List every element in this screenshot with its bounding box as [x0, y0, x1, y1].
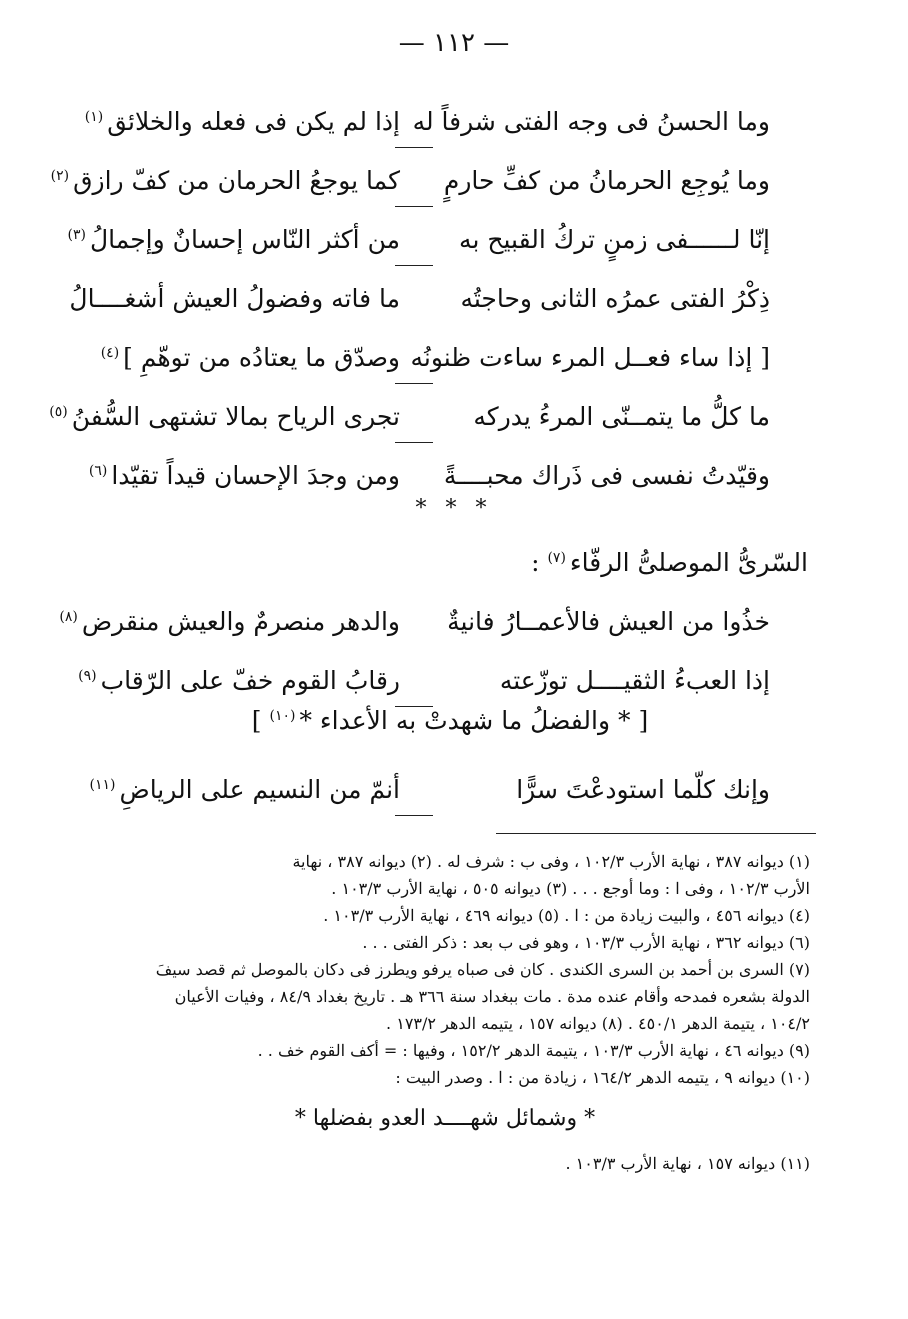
hemistich-divider [395, 442, 433, 443]
verse-hemistich-first: ما كلُّ ما يتمــنّى المرءُ يدركه [473, 402, 770, 431]
verse-hemistich-second [49, 387, 400, 446]
poet-heading [531, 548, 808, 577]
footnote-line: الأرب ١٠٢/٣ ، وفى ا : وما أوجع . . . (٣) ديوانه ٥٠٥ ، نهاية الأرب ١٠٣/٣ . [331, 879, 810, 898]
verse-hemistich-first: إذا العبءُ الثقيــــل توزّعته [499, 666, 770, 695]
verse-hemistich-second [50, 151, 400, 210]
footnote-rule [496, 833, 816, 834]
verse-hemistich-first: وقيّدتُ نفسى فى ذَراك محبــــةً [443, 461, 770, 490]
hemistich-divider [395, 147, 433, 148]
verse [67, 210, 790, 269]
footnote-line: (٤) ديوانه ٤٥٦ ، والبيت زيادة من : ا . (٥) ديوانه ٤٦٩ ، نهاية الأرب ١٠٣/٣ . [323, 906, 810, 925]
footnote-marker: (٩) [78, 667, 97, 684]
hemistich-divider [395, 265, 433, 266]
verses-block-1 [49, 92, 790, 505]
verses-block-3 [70, 760, 790, 819]
half-verse-bracket: ] [251, 706, 262, 735]
verse-hemistich-first: خذُوا من العيش فالأعمــارُ فانيةٌ [447, 607, 770, 636]
verse [70, 92, 790, 151]
footnote-marker: (١١) [89, 776, 116, 793]
half-verse [250, 706, 650, 735]
verse-hemistich-second [70, 269, 400, 328]
footnote-marker: (٤) [100, 344, 120, 361]
verse-hemistich-first: [ إذا ساء فعــل المرء ساءت ظنونُه [410, 343, 770, 372]
verse-hemistich-second-text: كما يوجعُ الحرمان من كفّ رازق [73, 166, 400, 195]
verse-hemistich-second-text: من أكثر النّاس إحسانٌ وإجمالُ [89, 225, 400, 254]
verse-hemistich-second-text: ومن وجدَ الإحسان قيداً تقيّدا [111, 461, 400, 490]
verse-hemistich-first: إنّا لــــــفى زمنٍ تركُ القبيح به [459, 225, 770, 254]
footnote-marker: (٢) [50, 167, 70, 184]
footnote-line: (٩) ديوانه ٤٦ ، نهاية الأرب ١٠٣/٣ ، يتيمة الدهر ١٥٢/٢ ، وفيها : = أكف القوم خف . . [257, 1041, 810, 1060]
verse [59, 592, 790, 651]
verse-hemistich-second-text: وصدّق ما يعتادُه من توهّمِ ] [123, 343, 400, 372]
footnote-marker: (١٠) [269, 707, 296, 724]
verse-hemistich-second [70, 760, 400, 819]
verse-hemistich-second [70, 651, 400, 710]
footnote-line: (٧) السرى بن أحمد بن السرى الكندى . كان فى صباه يرفو ويطرز فى دكان بالموصل ثم قصد سيفَ [155, 960, 810, 979]
footnote-line: الدولة بشعره فمدحه وأقام عنده مدة . مات ببغداد سنة ٣٦٦ هـ . تاريخ بغداد ٨٤/٩ ، وفيات الأعيان [174, 987, 810, 1006]
page-number: — ١١٢ — [398, 28, 510, 58]
footnote-line: (١٠) ديوانه ٩ ، يتيمه الدهر ١٦٤/٢ ، زيادة من : ا . وصدر البيت : [395, 1068, 810, 1087]
footnote-line: (١) ديوانه ٣٨٧ ، نهاية الأرب ١٠٢/٣ ، وفى ب : شرف له . (٢) ديوانه ٣٨٧ ، نهاية [292, 852, 810, 871]
verse-hemistich-second [70, 328, 400, 387]
footnote-marker: (١) [84, 108, 104, 125]
verse-hemistich-first: وما الحسنُ فى وجه الفتى شرفاً له [412, 107, 770, 136]
verse [70, 651, 790, 710]
footnote-marker: (٥) [49, 403, 68, 420]
footnote-marker: (٨) [59, 608, 78, 625]
footnote-marker: (٣) [67, 226, 86, 243]
verse-hemistich-second-text: رقابُ القوم خفّ على الرّقاب [100, 666, 400, 695]
verses-block-2 [59, 592, 790, 710]
hemistich-divider [395, 383, 433, 384]
half-verse-text: [ * والفضلُ ما شهدتْ به الأعداء * [299, 706, 649, 735]
footnotes [80, 848, 810, 1177]
poet-colon: : [531, 548, 540, 577]
footnote-line: (٦) ديوانه ٣٦٢ ، نهاية الأرب ١٠٣/٣ ، وهو فى ب بعد : ذكر الفتى . . . [362, 933, 810, 952]
verse [70, 760, 790, 819]
verse-hemistich-first: وإنك كلّما استودعْتَ سرًّا [516, 775, 770, 804]
verse [70, 328, 790, 387]
verse [50, 151, 790, 210]
footnote-line: ١٠٤/٢ ، يتيمة الدهر ٤٥٠/١ . (٨) ديوانه ١٥٧ ، يتيمه الدهر ١٧٣/٢ . [386, 1014, 810, 1033]
verse-hemistich-second-text: أنمّ من النسيم على الرياضِ [119, 775, 400, 804]
footnote-marker: (٦) [88, 462, 108, 479]
verse-hemistich-second [59, 592, 400, 651]
verse-hemistich-first: وما يُوجِع الحرمانُ من كفِّ حارمٍ [443, 166, 770, 195]
verse-hemistich-second-text: إذا لم يكن فى فعله والخلائق [107, 107, 400, 136]
verse-hemistich-second-text: ما فاته وفضولُ العيش أشغــــالُ [69, 284, 400, 313]
verse-hemistich-second [70, 92, 400, 151]
section-separator: * * * [415, 496, 493, 521]
verse-hemistich-second [67, 210, 400, 269]
footnote-line: (١١) ديوانه ١٥٧ ، نهاية الأرب ١٠٣/٣ . [565, 1154, 810, 1173]
hemistich-divider [395, 815, 433, 816]
verse-hemistich-first: ذِكْرُ الفتى عمرُه الثانى وحاجتُه [460, 284, 770, 313]
hemistich-divider [395, 206, 433, 207]
poet-name: السّرىُّ الموصلىُّ الرفّاء [569, 548, 808, 577]
verse-hemistich-second-text: والدهر منصرمٌ والعيش منقرض [81, 607, 400, 636]
verse [49, 387, 790, 446]
footnote-verse: * وشمائل شهــــد العدو بفضلها * [294, 1106, 596, 1131]
footnote-marker: (٧) [547, 549, 566, 566]
verse-hemistich-second-text: تجرى الرياح بمالا تشتهى السُّفنُ [71, 402, 400, 431]
verse [70, 269, 790, 328]
